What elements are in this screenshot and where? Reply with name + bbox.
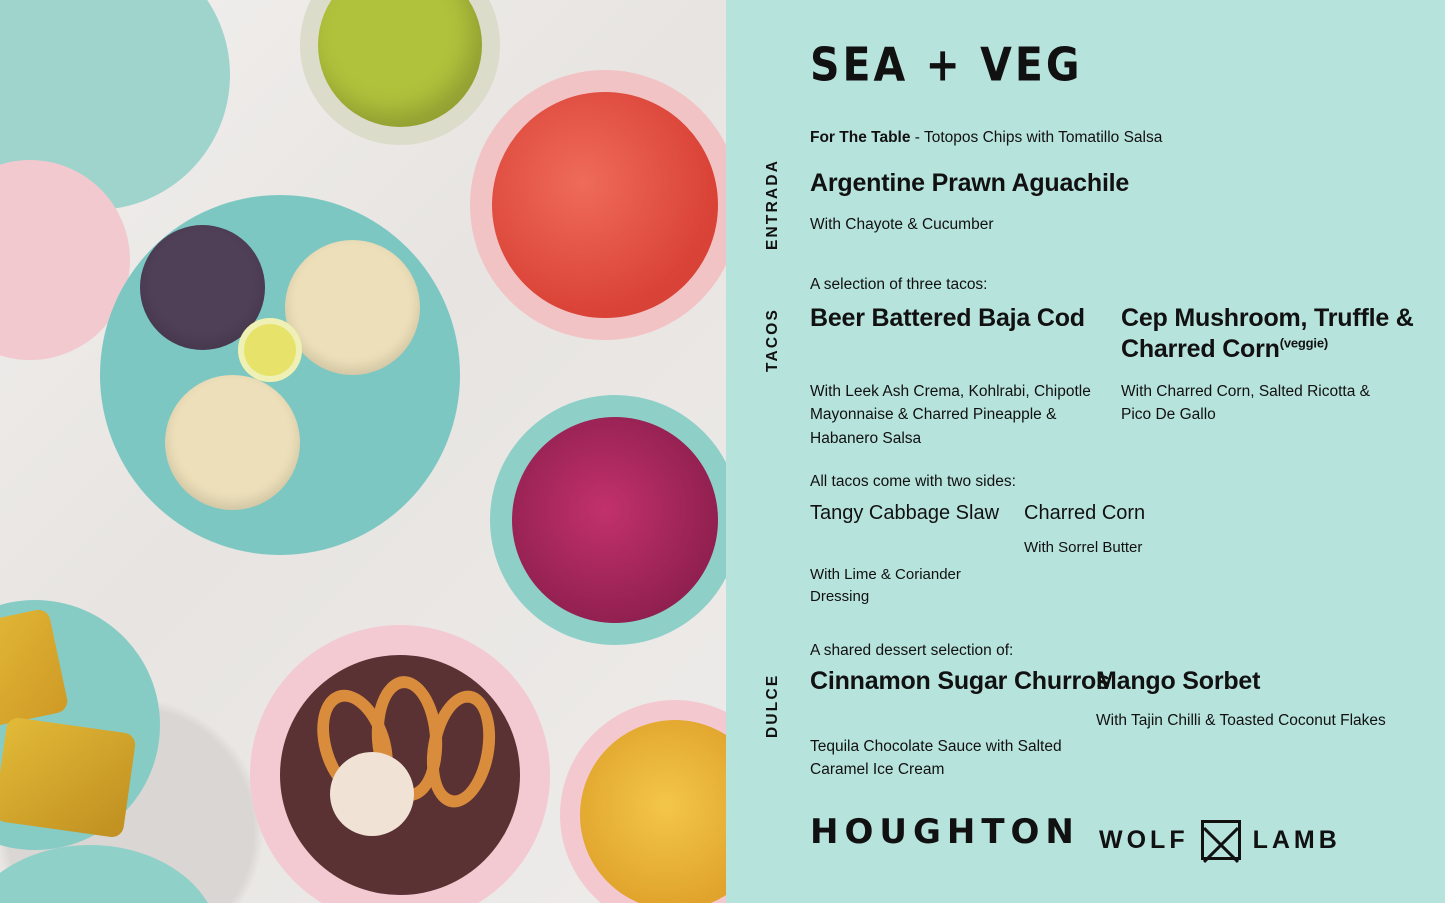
mango-sorbet <box>580 720 726 903</box>
taco-2-name <box>1121 303 1431 364</box>
menu-title: SEA + VEG <box>810 38 1083 92</box>
side-2-desc: With Sorrel Butter <box>1024 539 1143 556</box>
entrada-dish-name: Argentine Prawn Aguachile <box>810 169 1130 197</box>
side-2-name: Charred Corn <box>1024 502 1146 524</box>
section-label-entrada: ENTRADA <box>764 158 781 250</box>
sides-intro: All tacos come with two sides: <box>810 473 1016 490</box>
dessert-1-desc: Tequila Chocolate Sauce with Salted Caramel Ice Cream <box>810 738 1062 779</box>
ice-cream-scoop <box>330 752 414 836</box>
prawn-aguachile <box>492 92 718 318</box>
charred-corn-piece-2 <box>0 716 137 838</box>
side-1-name: Tangy Cabbage Slaw <box>810 502 1000 524</box>
tacos-intro: A selection of three tacos: <box>810 276 988 293</box>
dessert-2-desc: With Tajin Chilli & Toasted Coconut Flakes <box>1096 712 1386 729</box>
brand-lamb-text: LAMB <box>1252 825 1341 854</box>
section-label-tacos: TACOS <box>764 307 781 372</box>
dessert-2-name: Mango Sorbet <box>1096 667 1261 695</box>
for-the-table-label: For The Table <box>810 129 911 146</box>
menu-panel <box>726 0 1445 903</box>
taco-1-desc: With Leek Ash Crema, Kohlrabi, Chipotle Mayonnaise & Charred Pineapple & Habanero Salsa <box>810 383 1091 447</box>
for-the-table-line <box>810 128 1330 149</box>
taco-2-desc: With Charred Corn, Salted Ricotta & Pico De Gallo <box>1121 383 1370 424</box>
side-1-desc: With Lime & Coriander Dressing <box>810 566 961 605</box>
brand-houghton: HOUGHTON <box>810 812 1080 852</box>
x-square-icon <box>1201 820 1241 860</box>
taco-2-veggie-tag: (veggie) <box>1279 335 1328 351</box>
for-the-table-text: - Totopos Chips with Tomatillo Salsa <box>914 129 1163 146</box>
cabbage-slaw <box>512 417 718 623</box>
lime-wedge <box>238 318 302 382</box>
section-label-dulce: DULCE <box>764 673 781 738</box>
taco-1-name: Beer Battered Baja Cod <box>810 304 1085 332</box>
taco-baja-cod <box>165 375 300 510</box>
tomatillo-salsa <box>318 0 482 127</box>
entrada-dish-desc: With Chayote & Cucumber <box>810 216 994 233</box>
dessert-1-name: Cinnamon Sugar Churros <box>810 667 1110 695</box>
brand-wolf-text: WOLF <box>1099 825 1189 854</box>
plate-cabbage-slaw <box>490 395 726 645</box>
taco-mushroom <box>285 240 420 375</box>
plate-aguachile <box>470 70 726 340</box>
taco-2-name-text: Cep Mushroom, Truffle & Charred Corn <box>1121 304 1414 363</box>
dulce-intro: A shared dessert selection of: <box>810 642 1014 659</box>
brand-wolf-lamb <box>1099 820 1341 860</box>
